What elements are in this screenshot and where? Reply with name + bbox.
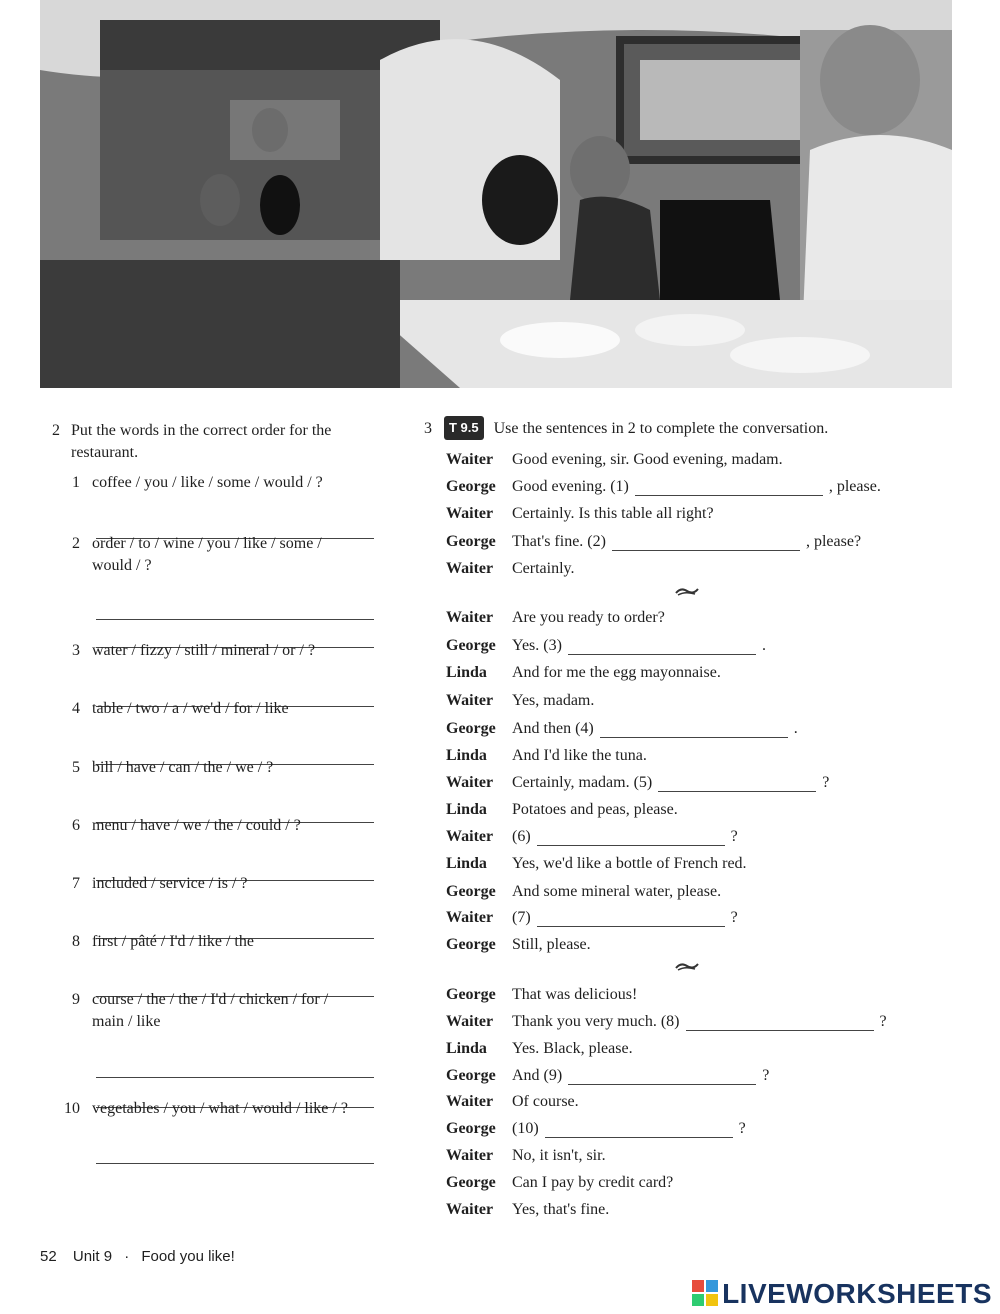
- page-footer: [40, 1248, 235, 1265]
- dialogue-blank-input[interactable]: [537, 909, 725, 927]
- dialogue-blank-input[interactable]: [568, 637, 756, 655]
- speaker-name: George: [446, 936, 496, 953]
- unit-label: Unit 9: [72, 1248, 113, 1265]
- dialogue-text: And for me the egg mayonnaise.: [512, 664, 721, 681]
- answer-input[interactable]: [96, 1143, 374, 1164]
- dialogue-text: Of course.: [512, 1093, 579, 1110]
- dialogue-text-end: ?: [762, 1067, 770, 1084]
- dialogue-text: Yes. (3): [512, 637, 562, 654]
- speaker-name: George: [446, 720, 496, 737]
- question-words: menu / have / we / the / could / ?: [92, 817, 301, 834]
- question-number: 10: [64, 1100, 80, 1117]
- exercise-2-number: 2: [52, 422, 60, 439]
- question-words: table / two / a / we'd / for / like: [92, 700, 289, 717]
- dialogue-text: And (9): [512, 1067, 563, 1084]
- speaker-name: George: [446, 1174, 496, 1191]
- speaker-name: Waiter: [446, 1013, 494, 1030]
- page-number: 52: [40, 1248, 57, 1265]
- question-words: included / service / is / ?: [92, 875, 248, 892]
- dialogue-blank-input[interactable]: [635, 478, 823, 496]
- speaker-name: George: [446, 986, 496, 1003]
- dialogue-blank-input[interactable]: [612, 533, 800, 551]
- speaker-name: Waiter: [446, 692, 494, 709]
- question-words: order / to / wine / you / like / some / would / ?: [92, 535, 322, 574]
- dialogue-text-end: ?: [822, 774, 830, 791]
- speaker-name: George: [446, 1067, 496, 1084]
- question-words: first / pâté / I'd / like / the: [92, 933, 254, 950]
- dialogue-text: And then (4): [512, 720, 594, 737]
- dialogue-text: Good evening, sir. Good evening, madam.: [512, 451, 783, 468]
- dialogue-text: Are you ready to order?: [512, 609, 665, 626]
- question-words: water / fizzy / still / mineral / or / ?: [92, 642, 316, 659]
- scene-break-icon: [675, 585, 699, 597]
- question-number: 6: [72, 817, 80, 834]
- dialogue-text: Certainly, madam. (5): [512, 774, 653, 791]
- dialogue-text: Can I pay by credit card?: [512, 1174, 674, 1191]
- dialogue-text: Certainly. Is this table all right?: [512, 505, 714, 522]
- speaker-name: George: [446, 533, 496, 550]
- speaker-name: Waiter: [446, 560, 494, 577]
- dialogue-blank-input[interactable]: [686, 1013, 874, 1031]
- dialogue-text: And some mineral water, please.: [512, 883, 722, 900]
- speaker-name: Linda: [446, 747, 487, 764]
- dialogue-text: That's fine. (2): [512, 533, 606, 550]
- unit-title: Food you like!: [141, 1248, 235, 1265]
- dialogue-blank-input[interactable]: [537, 828, 725, 846]
- dialogue-text: (7): [512, 909, 531, 926]
- restaurant-scene-image: [40, 0, 952, 388]
- dialogue-blank-input[interactable]: [545, 1120, 733, 1138]
- question-number: 7: [72, 875, 80, 892]
- dialogue-text: Certainly.: [512, 560, 575, 577]
- restaurant-photo: [40, 0, 952, 388]
- dialogue-text-end: .: [761, 637, 766, 654]
- dialogue-text: Yes, madam.: [512, 692, 595, 709]
- speaker-name: Linda: [446, 801, 487, 818]
- scene-break-icon: [675, 960, 699, 972]
- dialogue-text: Yes, that's fine.: [512, 1201, 610, 1218]
- answer-input[interactable]: [96, 599, 374, 620]
- speaker-name: Linda: [446, 855, 487, 872]
- speaker-name: George: [446, 637, 496, 654]
- dialogue-blank-input[interactable]: [658, 774, 816, 792]
- liveworksheets-logo-icon: [692, 1280, 718, 1306]
- dialogue-text-end: ?: [730, 828, 738, 845]
- speaker-name: Waiter: [446, 609, 494, 626]
- dialogue-text: Good evening. (1): [512, 478, 629, 495]
- dialogue-text-end: ?: [738, 1120, 746, 1137]
- speaker-name: Waiter: [446, 909, 494, 926]
- dialogue-text: No, it isn't, sir.: [512, 1147, 606, 1164]
- question-number: 9: [72, 991, 80, 1008]
- dialogue-text-end: .: [793, 720, 798, 737]
- dialogue-text: (6): [512, 828, 531, 845]
- track-badge[interactable]: T 9.5: [444, 416, 484, 440]
- dialogue-text-end: , please?: [805, 533, 862, 550]
- exercise-3-number: 3: [424, 420, 432, 437]
- speaker-name: Waiter: [446, 774, 494, 791]
- exercise-3-header: [424, 416, 904, 440]
- speaker-name: Linda: [446, 1040, 487, 1057]
- dialogue-text-end: , please.: [828, 478, 881, 495]
- dialogue-text: Still, please.: [512, 936, 591, 953]
- dialogue-text-end: ?: [879, 1013, 887, 1030]
- speaker-name: Waiter: [446, 505, 494, 522]
- speaker-name: Waiter: [446, 1093, 494, 1110]
- dialogue-text: And I'd like the tuna.: [512, 747, 647, 764]
- dialogue-text: (10): [512, 1120, 539, 1137]
- speaker-name: George: [446, 883, 496, 900]
- dialogue-blank-input[interactable]: [568, 1067, 756, 1085]
- speaker-name: Waiter: [446, 451, 494, 468]
- dialogue-text-end: ?: [730, 909, 738, 926]
- answer-input[interactable]: [96, 1057, 374, 1078]
- question-words: bill / have / can / the / we / ?: [92, 759, 274, 776]
- question-words: coffee / you / like / some / would / ?: [92, 474, 323, 491]
- question-number: 5: [72, 759, 80, 776]
- dialogue-text: Thank you very much. (8): [512, 1013, 680, 1030]
- speaker-name: George: [446, 478, 496, 495]
- speaker-name: George: [446, 1120, 496, 1137]
- footer-separator: ·: [124, 1248, 130, 1265]
- dialogue-text: Potatoes and peas, please.: [512, 801, 678, 818]
- question-number: 1: [72, 474, 80, 491]
- speaker-name: Waiter: [446, 1201, 494, 1218]
- speaker-name: Linda: [446, 664, 487, 681]
- dialogue-text: That was delicious!: [512, 986, 638, 1003]
- question-number: 2: [72, 535, 80, 552]
- speaker-name: Waiter: [446, 828, 494, 845]
- exercise-3-instruction: Use the sentences in 2 to complete the conversation.: [493, 420, 829, 437]
- brand-name: LIVEWORKSHEETS: [722, 1278, 992, 1309]
- dialogue-text: Yes. Black, please.: [512, 1040, 633, 1057]
- exercise-2-instruction: Put the words in the correct order for the restaurant.: [71, 422, 332, 461]
- brand-logo[interactable]: [692, 1278, 992, 1310]
- question-number: 3: [72, 642, 80, 659]
- question-number: 8: [72, 933, 80, 950]
- dialogue-blank-input[interactable]: [600, 720, 788, 738]
- question-number: 4: [72, 700, 80, 717]
- speaker-name: Waiter: [446, 1147, 494, 1164]
- question-words: course / the / the / I'd / chicken / for / main / like: [92, 991, 329, 1030]
- question-words: vegetables / you / what / would / like / ?: [92, 1100, 348, 1117]
- dialogue-text: Yes, we'd like a bottle of French red.: [512, 855, 747, 872]
